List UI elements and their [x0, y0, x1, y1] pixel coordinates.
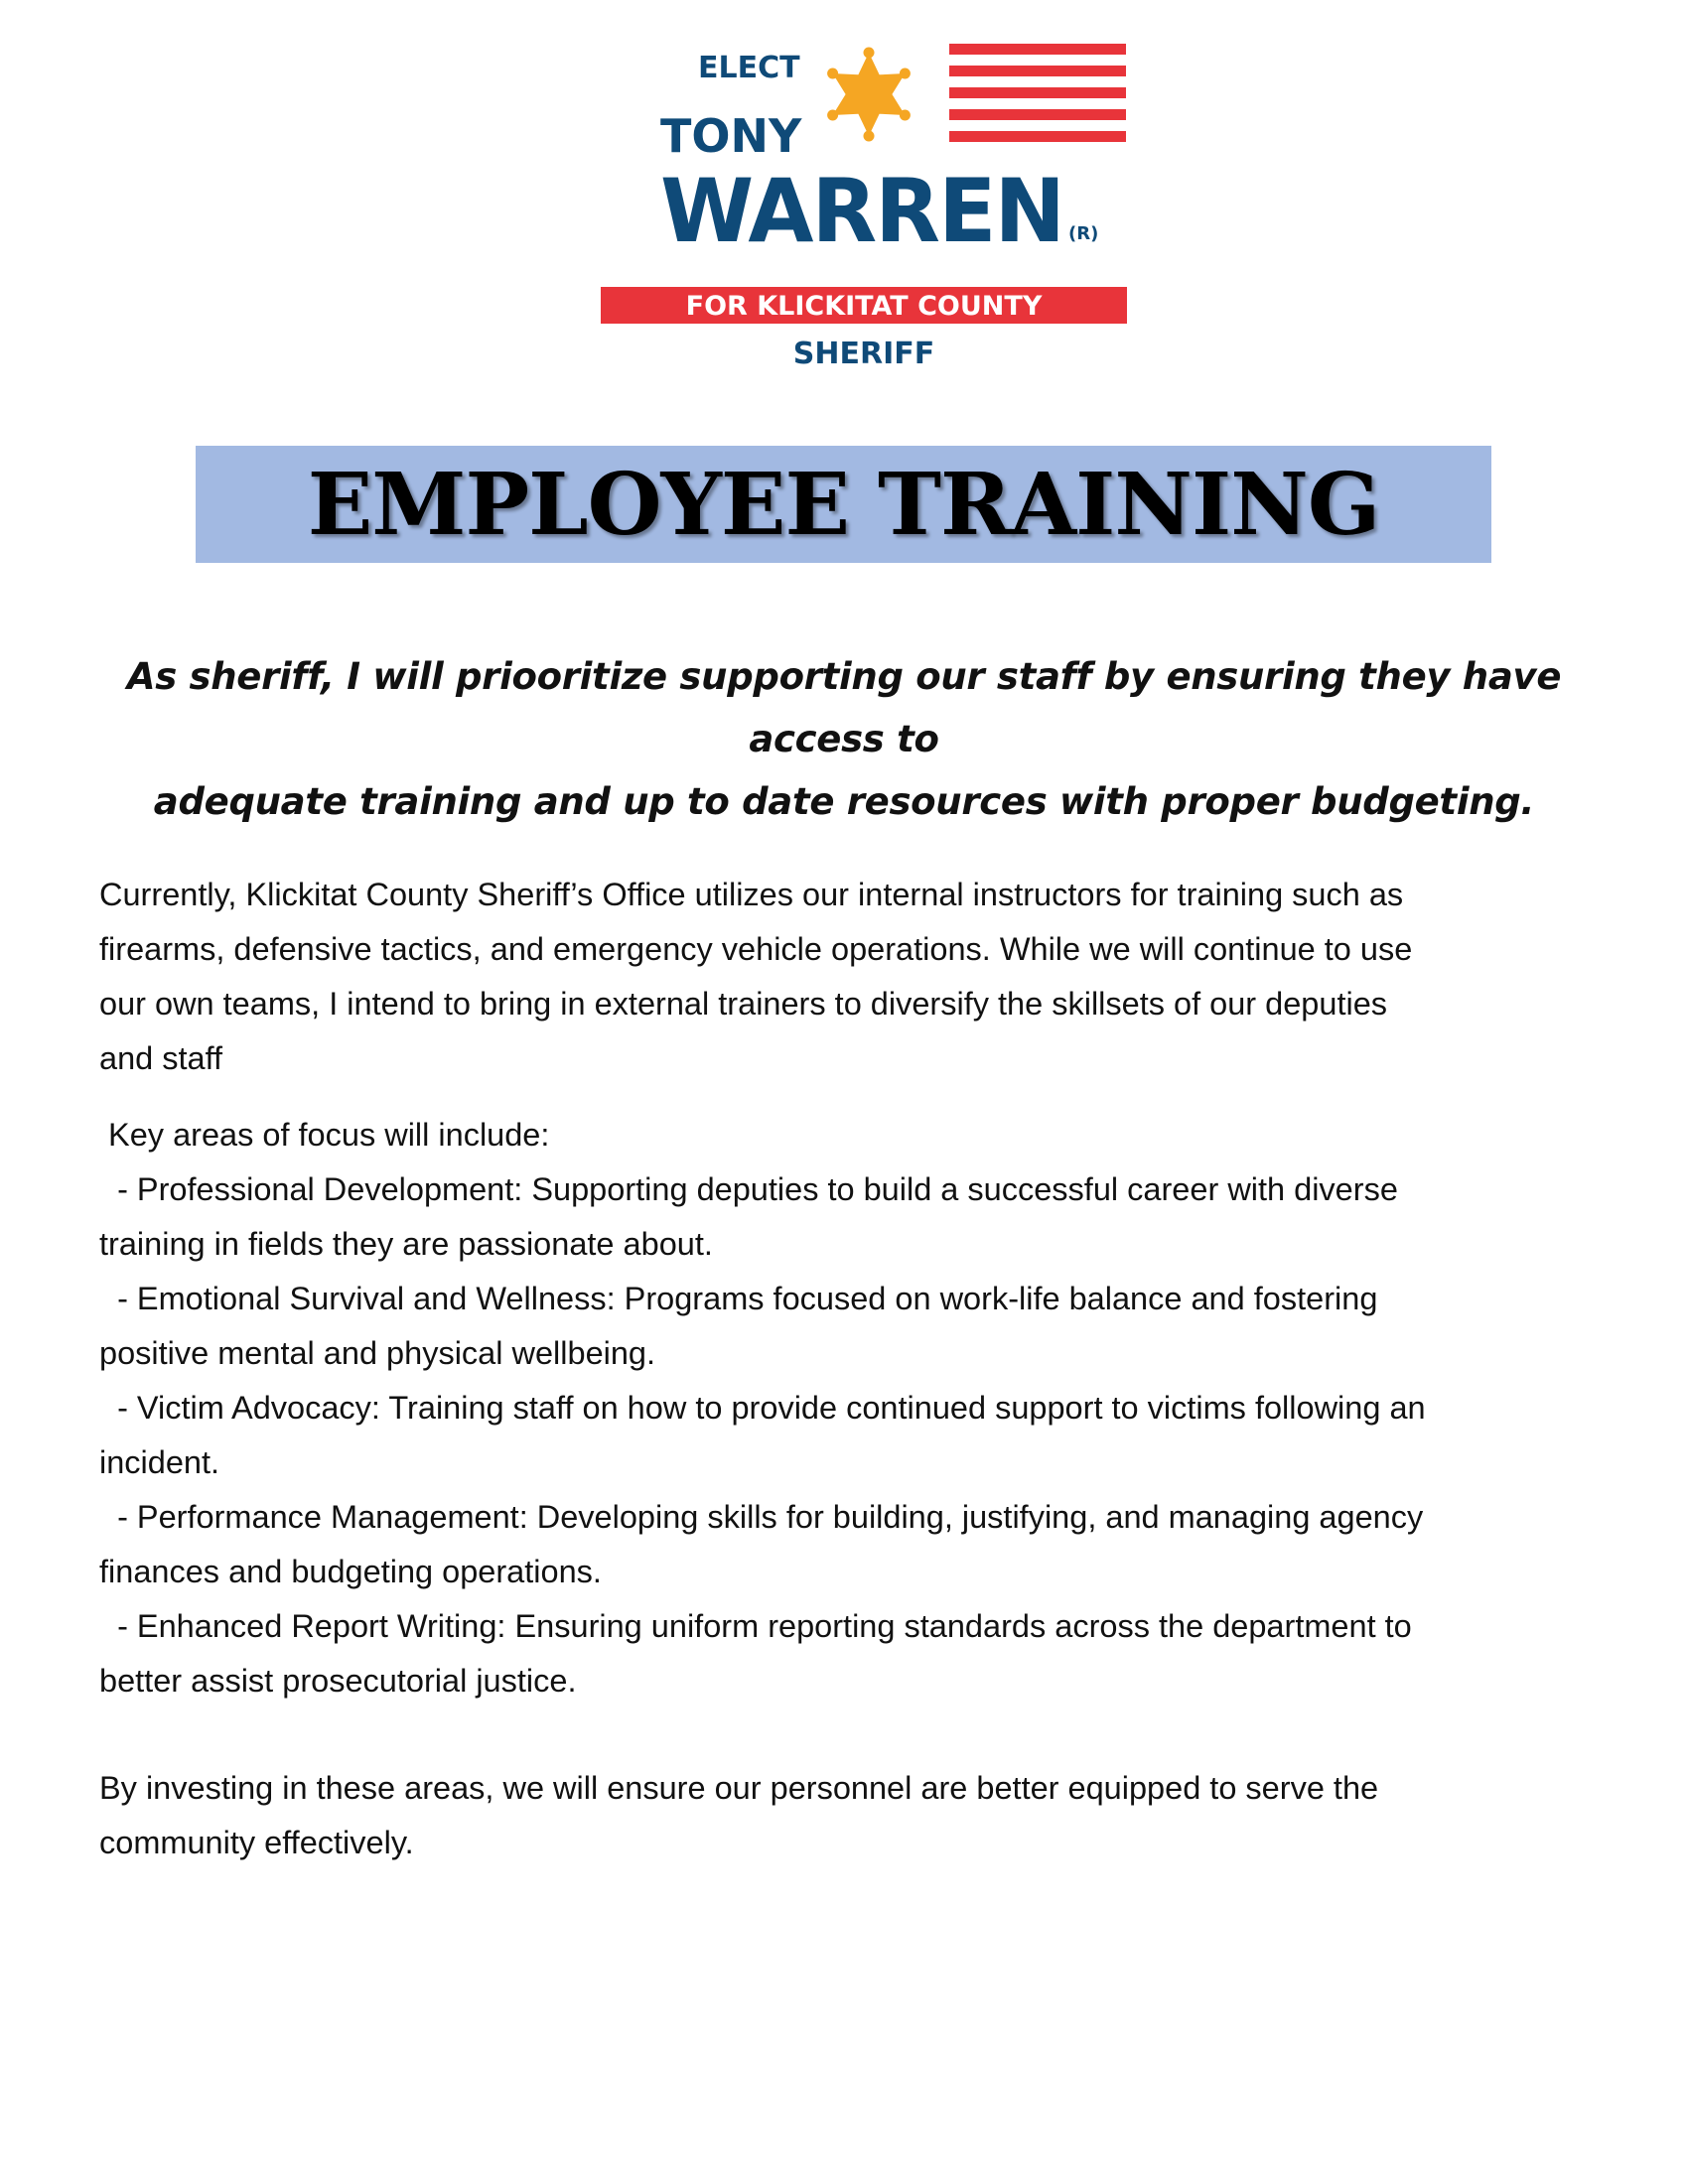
- focus-item-line: incident.: [99, 1444, 220, 1480]
- intro-line: our own teams, I intend to bring in external trainers to diversify the skillsets of our deputies: [99, 986, 1388, 1022]
- closing-paragraph: [99, 1761, 1589, 1870]
- logo-elect-text: ELECT: [698, 51, 800, 85]
- logo-party-label: (R): [1068, 223, 1099, 244]
- focus-item-line: - Enhanced Report Writing: Ensuring uniform reporting standards across the department to: [99, 1608, 1412, 1644]
- intro-paragraph: [99, 868, 1589, 1086]
- page-title: EMPLOYEE TRAINING: [307, 454, 1380, 555]
- flag-stripes-icon: [949, 44, 1126, 142]
- focus-item-line: - Performance Management: Developing skills for building, justifying, and managing agency: [99, 1499, 1424, 1535]
- focus-item-line: - Professional Development: Supporting deputies to build a successful career with diverse: [99, 1171, 1398, 1207]
- focus-item-line: better assist prosecutorial justice.: [99, 1663, 577, 1699]
- logo-county-text: FOR KLICKITAT COUNTY: [685, 291, 1043, 322]
- focus-item-line: - Emotional Survival and Wellness: Programs focused on work-life balance and fostering: [99, 1281, 1378, 1316]
- intro-line: firearms, defensive tactics, and emergency vehicle operations. While we will continue to use: [99, 931, 1413, 967]
- tagline-line: As sheriff, I will priooritize supporting our staff by ensuring they have access to: [126, 655, 1562, 760]
- title-banner: [196, 446, 1491, 563]
- focus-item-line: - Victim Advocacy: Training staff on how to provide continued support to victims following an: [99, 1390, 1426, 1426]
- campaign-logo: [596, 38, 1132, 375]
- tagline-line: adequate training and up to date resources with proper budgeting.: [153, 780, 1535, 823]
- focus-areas-section: [99, 1108, 1589, 1708]
- intro-line: Currently, Klickitat County Sheriff’s Office utilizes our internal instructors for training such as: [99, 877, 1404, 912]
- logo-first-name: TONY: [660, 109, 802, 163]
- focus-heading: Key areas of focus will include:: [99, 1117, 550, 1153]
- sheriff-star-icon: [827, 48, 911, 142]
- tagline: [99, 645, 1589, 833]
- focus-item-line: positive mental and physical wellbeing.: [99, 1335, 656, 1371]
- focus-item-line: finances and budgeting operations.: [99, 1554, 602, 1589]
- intro-line: and staff: [99, 1040, 223, 1076]
- focus-item-line: training in fields they are passionate about.: [99, 1226, 713, 1262]
- closing-line: community effectively.: [99, 1825, 414, 1860]
- closing-line: By investing in these areas, we will ensure our personnel are better equipped to serve the: [99, 1770, 1379, 1806]
- logo-office-text: SHERIFF: [792, 337, 935, 371]
- logo-last-name: WARREN: [660, 160, 1063, 262]
